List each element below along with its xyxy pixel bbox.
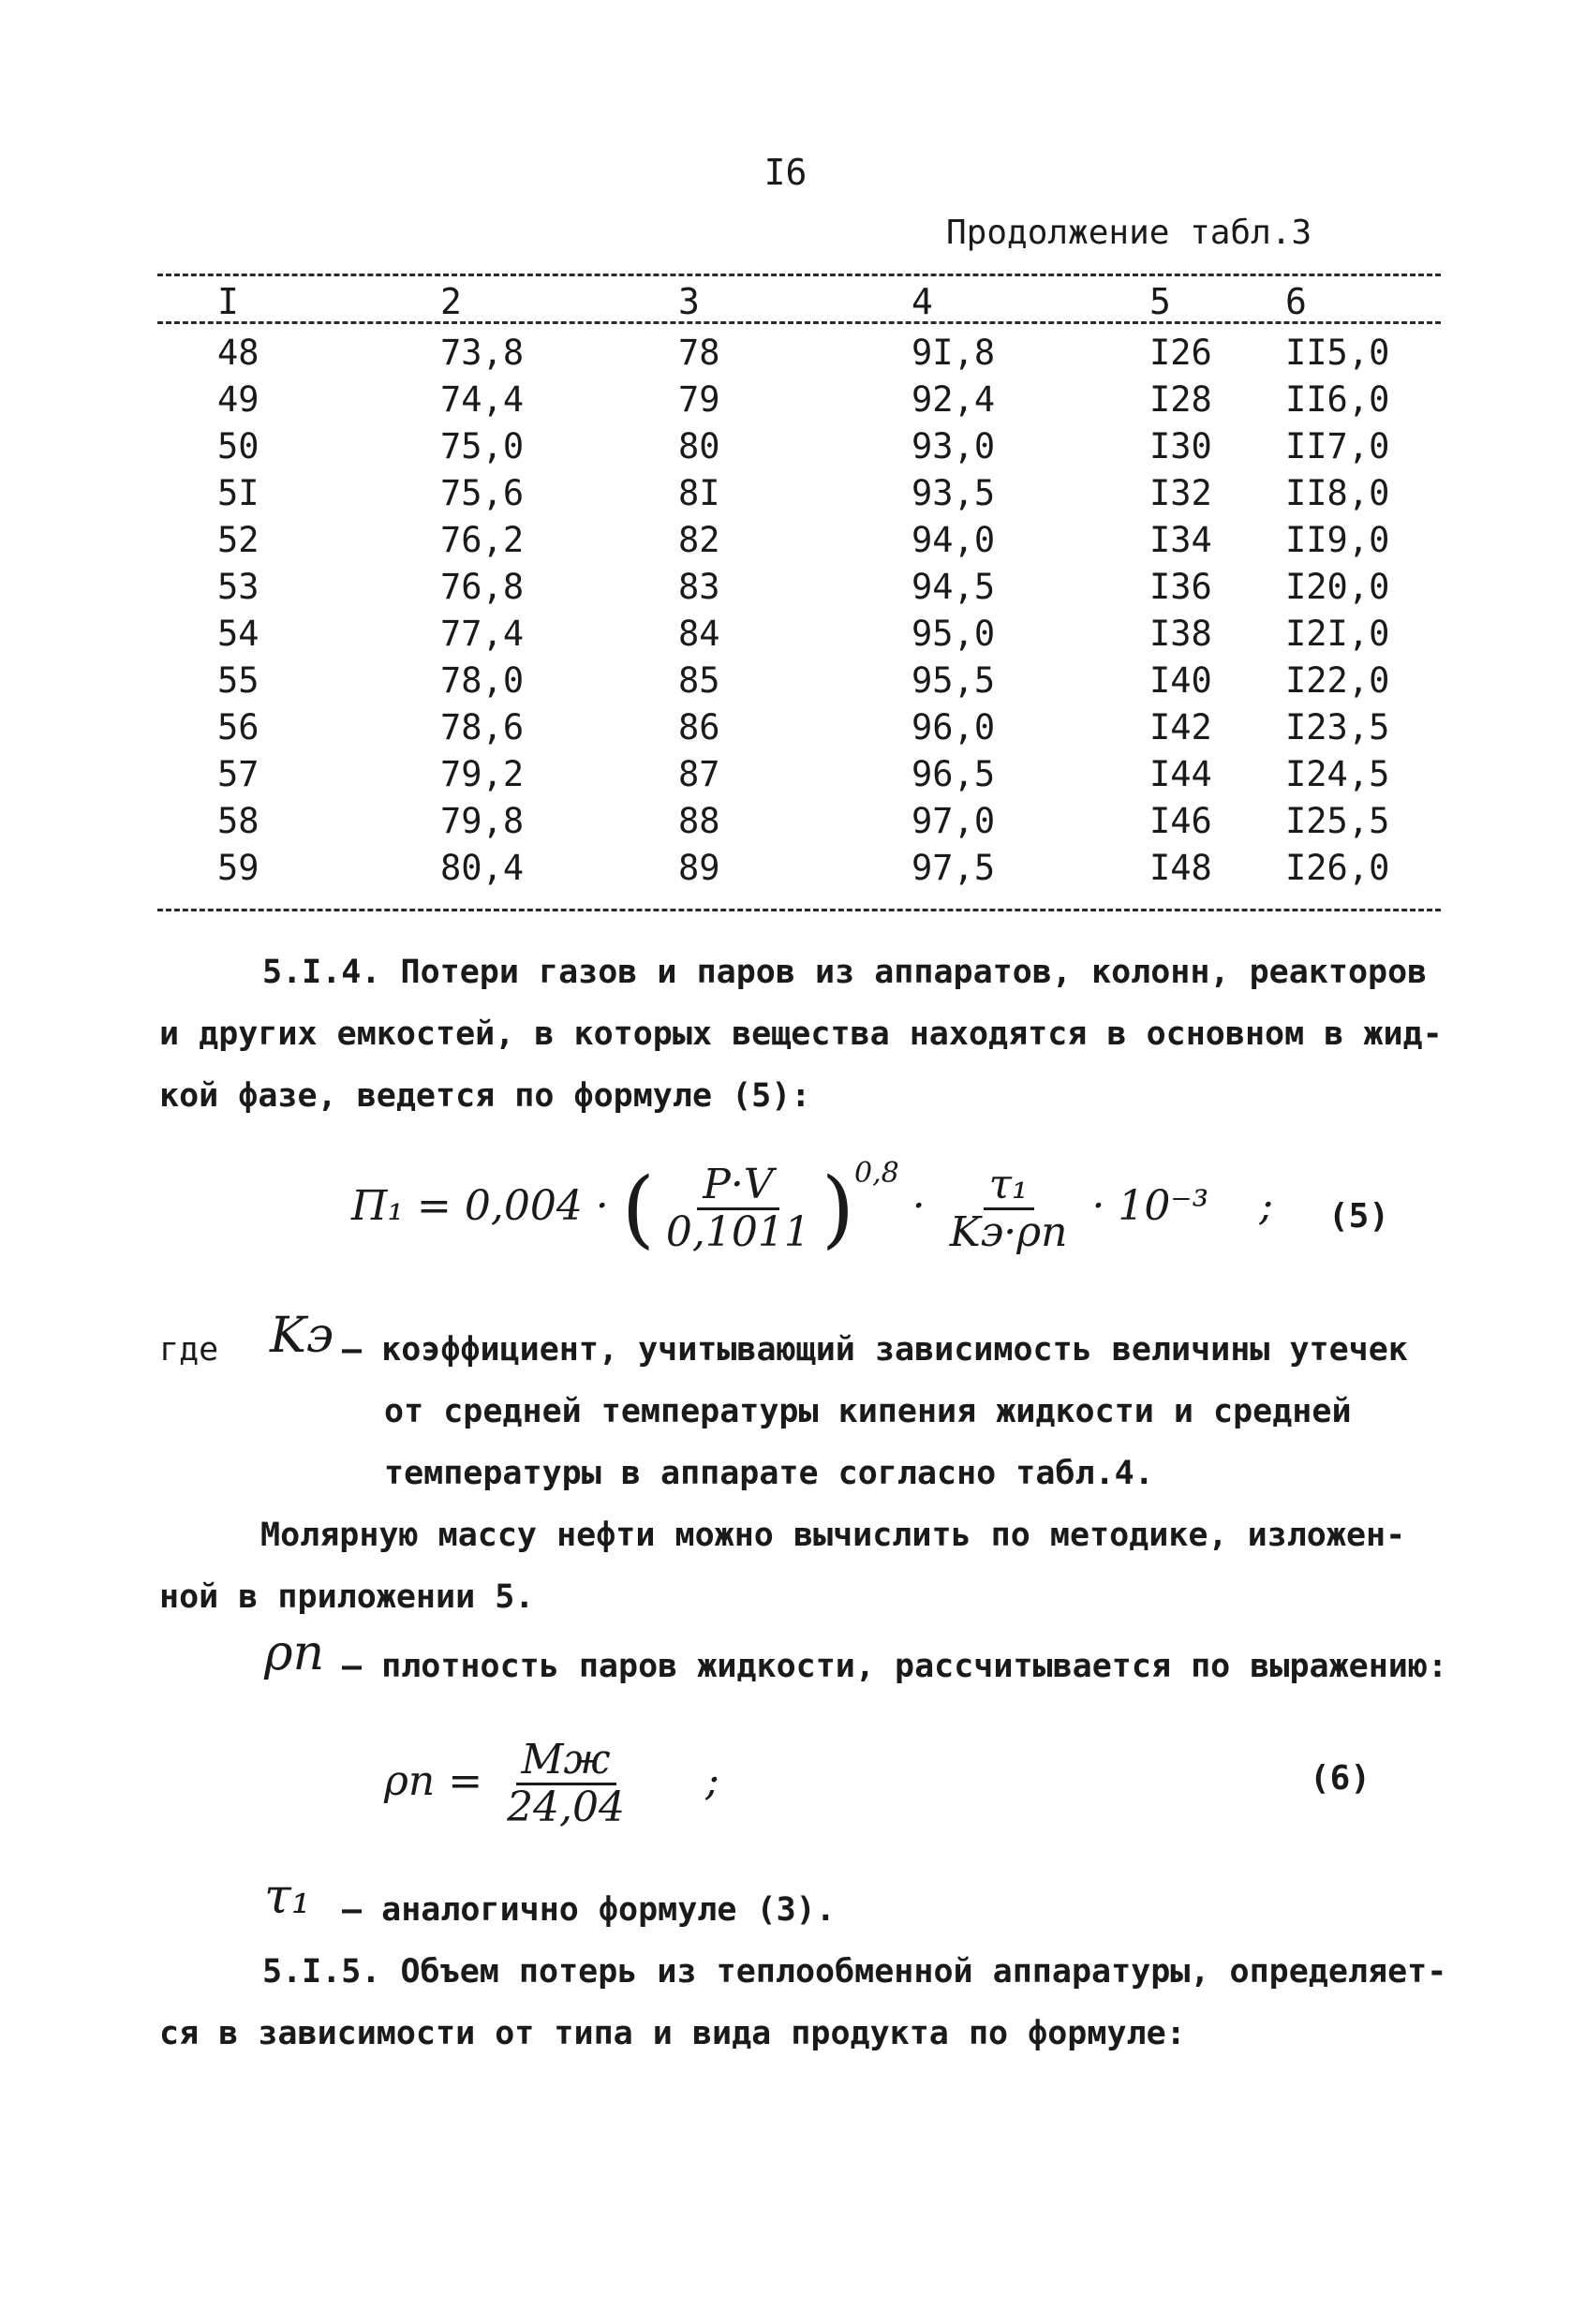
- table-cell-col-1: 52: [217, 520, 259, 560]
- table-cell-col-1: 48: [217, 333, 259, 373]
- molar-mass-line-2: ной в приложении 5.: [159, 1578, 535, 1616]
- table-cell-col-6: II9,0: [1285, 520, 1390, 560]
- table-cell-col-2: 76,8: [440, 567, 525, 607]
- table-bottom-rule: [157, 909, 1441, 911]
- table-cell-col-3: 85: [678, 660, 720, 701]
- table-cell-col-5: I30: [1149, 426, 1212, 466]
- table-cell-col-4: 95,0: [911, 614, 996, 654]
- table-cell-col-1: 50: [217, 426, 259, 466]
- header-col-4: 4: [911, 281, 933, 322]
- formula-5-semicolon: ;: [1259, 1182, 1274, 1230]
- table-caption: Продолжение табл.3: [946, 214, 1312, 252]
- formula-5: [351, 1157, 1273, 1258]
- formula-5-tau-numerator: τ₁: [984, 1162, 1034, 1210]
- formula-5-number: (5): [1328, 1197, 1390, 1236]
- table-row: [0, 473, 1571, 520]
- ke-definition-line-2: от средней температуры кипения жидкости и средней: [384, 1393, 1352, 1430]
- table-cell-col-4: 94,5: [911, 567, 996, 607]
- formula-5-power: 0,8: [854, 1157, 899, 1190]
- table-cell-col-5: I46: [1149, 801, 1212, 841]
- table-cell-col-4: 94,0: [911, 520, 996, 560]
- table-cell-col-6: I20,0: [1285, 567, 1390, 607]
- table-cell-col-2: 80,4: [440, 848, 525, 888]
- formula-5-paren-open: (: [621, 1160, 655, 1258]
- table-cell-col-4: 97,5: [911, 848, 996, 888]
- table-cell-col-5: I48: [1149, 848, 1212, 888]
- table-cell-col-6: I23,5: [1285, 707, 1390, 748]
- table-cell-col-1: 55: [217, 660, 259, 701]
- table-header-rule: [157, 321, 1441, 324]
- table-cell-col-2: 77,4: [440, 614, 525, 654]
- header-col-6: 6: [1285, 281, 1307, 322]
- table-cell-col-2: 75,6: [440, 473, 525, 513]
- table-cell-col-6: II7,0: [1285, 426, 1390, 466]
- header-col-5: 5: [1149, 281, 1171, 322]
- table-cell-col-1: 56: [217, 707, 259, 748]
- rho-definition: – плотность паров жидкости, рассчитывается по выражению:: [342, 1648, 1448, 1685]
- table-cell-col-2: 73,8: [440, 333, 525, 373]
- table-cell-col-3: 78: [678, 333, 720, 373]
- section-5-1-4-line-3: кой фазе, ведется по формуле (5):: [159, 1077, 811, 1115]
- formula-5-dot: ·: [911, 1182, 926, 1230]
- table-cell-col-4: 96,5: [911, 754, 996, 794]
- formula-5-inner-fraction: [660, 1162, 816, 1255]
- table-row: [0, 614, 1571, 660]
- table-cell-col-2: 74,4: [440, 379, 525, 420]
- table-cell-col-6: II8,0: [1285, 473, 1390, 513]
- table-cell-col-5: I40: [1149, 660, 1212, 701]
- formula-5-tau-denominator: Kэ·ρп: [949, 1208, 1068, 1256]
- table-row: [0, 333, 1571, 379]
- table-row: [0, 660, 1571, 707]
- table-row: [0, 379, 1571, 426]
- table-cell-col-1: 54: [217, 614, 259, 654]
- formula-6-lhs: ρп =: [384, 1757, 483, 1805]
- table-cell-col-2: 79,8: [440, 801, 525, 841]
- table-cell-col-5: I36: [1149, 567, 1212, 607]
- header-col-1: I: [217, 281, 239, 322]
- tau-note: – аналогично формуле (3).: [342, 1891, 836, 1929]
- table-row: [0, 567, 1571, 614]
- section-5-1-4-line-2: и других емкостей, в которых вещества находятся в основном в жид-: [159, 1015, 1443, 1053]
- table-row: [0, 426, 1571, 473]
- table-cell-col-4: 92,4: [911, 379, 996, 420]
- page-number: I6: [763, 152, 808, 193]
- table-cell-col-2: 79,2: [440, 754, 525, 794]
- table-cell-col-6: I25,5: [1285, 801, 1390, 841]
- table-cell-col-1: 59: [217, 848, 259, 888]
- section-5-1-4-line-1: 5.I.4. Потери газов и паров из аппаратов, колонн, реакторов: [262, 954, 1428, 991]
- table-cell-col-6: II6,0: [1285, 379, 1390, 420]
- table-cell-col-3: 87: [678, 754, 720, 794]
- formula-6-fraction: [501, 1738, 630, 1830]
- table-cell-col-2: 76,2: [440, 520, 525, 560]
- table-row: [0, 754, 1571, 801]
- table-cell-col-6: I22,0: [1285, 660, 1390, 701]
- table-row: [0, 520, 1571, 567]
- table-cell-col-2: 75,0: [440, 426, 525, 466]
- formula-5-lhs: П₁ = 0,004 ·: [351, 1182, 609, 1230]
- formula-6-numerator: Mж: [516, 1738, 616, 1785]
- table-cell-col-1: 49: [217, 379, 259, 420]
- table-cell-col-5: I34: [1149, 520, 1212, 560]
- formula-6-semicolon: ;: [705, 1757, 719, 1805]
- table-cell-col-3: 8I: [678, 473, 720, 513]
- formula-5-inner-numerator: P·V: [697, 1162, 778, 1210]
- ke-definition-line-1: – коэффициент, учитывающий зависимость величины утечек: [342, 1331, 1408, 1369]
- section-5-1-4: [159, 941, 1452, 1127]
- header-col-3: 3: [678, 281, 700, 322]
- table-cell-col-4: 93,5: [911, 473, 996, 513]
- table-cell-col-3: 83: [678, 567, 720, 607]
- table-cell-col-1: 5I: [217, 473, 259, 513]
- molar-mass-line-1: Молярную массу нефти можно вычислить по методике, изложен-: [260, 1517, 1406, 1554]
- where-label: где: [159, 1331, 219, 1369]
- formula-5-tau-fraction: [944, 1162, 1074, 1255]
- formula-5-paren-close: ): [821, 1160, 855, 1258]
- table-row: [0, 707, 1571, 754]
- table-top-rule: [157, 274, 1441, 276]
- formula-5-inner-denominator: 0,1011: [665, 1208, 810, 1256]
- table-cell-col-3: 80: [678, 426, 720, 466]
- table-cell-col-3: 79: [678, 379, 720, 420]
- table-cell-col-2: 78,0: [440, 660, 525, 701]
- table-cell-col-5: I28: [1149, 379, 1212, 420]
- table-cell-col-6: I2I,0: [1285, 614, 1390, 654]
- formula-6-number: (6): [1310, 1759, 1371, 1798]
- table-cell-col-5: I26: [1149, 333, 1212, 373]
- table-cell-col-3: 84: [678, 614, 720, 654]
- table-cell-col-6: II5,0: [1285, 333, 1390, 373]
- table-cell-col-4: 95,5: [911, 660, 996, 701]
- table-cell-col-5: I32: [1149, 473, 1212, 513]
- rho-symbol: ρп: [264, 1625, 325, 1681]
- table-cell-col-4: 93,0: [911, 426, 996, 466]
- table-cell-col-1: 58: [217, 801, 259, 841]
- table-cell-col-3: 89: [678, 848, 720, 888]
- formula-6-denominator: 24,04: [507, 1784, 626, 1831]
- table-cell-col-6: I24,5: [1285, 754, 1390, 794]
- table-cell-col-4: 97,0: [911, 801, 996, 841]
- formula-6: [384, 1738, 719, 1830]
- section-5-1-5-line-1: 5.I.5. Объем потерь из теплообменной аппаратуры, определяет-: [262, 1953, 1447, 1991]
- table-cell-col-5: I42: [1149, 707, 1212, 748]
- table-cell-col-4: 9I,8: [911, 333, 996, 373]
- table-cell-col-4: 96,0: [911, 707, 996, 748]
- table-row: [0, 848, 1571, 895]
- section-5-1-5: [159, 1941, 1452, 2065]
- ke-symbol: Kэ: [270, 1308, 333, 1364]
- header-col-2: 2: [440, 281, 462, 322]
- table-cell-col-2: 78,6: [440, 707, 525, 748]
- table-row: [0, 801, 1571, 848]
- table-cell-col-6: I26,0: [1285, 848, 1390, 888]
- table-cell-col-3: 88: [678, 801, 720, 841]
- table-cell-col-5: I44: [1149, 754, 1212, 794]
- table-cell-col-3: 86: [678, 707, 720, 748]
- table-cell-col-5: I38: [1149, 614, 1212, 654]
- section-5-1-5-line-2: ся в зависимости от типа и вида продукта по формуле:: [159, 2015, 1186, 2052]
- table-cell-col-1: 53: [217, 567, 259, 607]
- ke-definition-line-3: температуры в аппарате согласно табл.4.: [384, 1455, 1154, 1492]
- table-cell-col-3: 82: [678, 520, 720, 560]
- tau-symbol: τ₁: [264, 1869, 311, 1925]
- table-cell-col-1: 57: [217, 754, 259, 794]
- formula-5-tail: · 10⁻³: [1091, 1182, 1209, 1230]
